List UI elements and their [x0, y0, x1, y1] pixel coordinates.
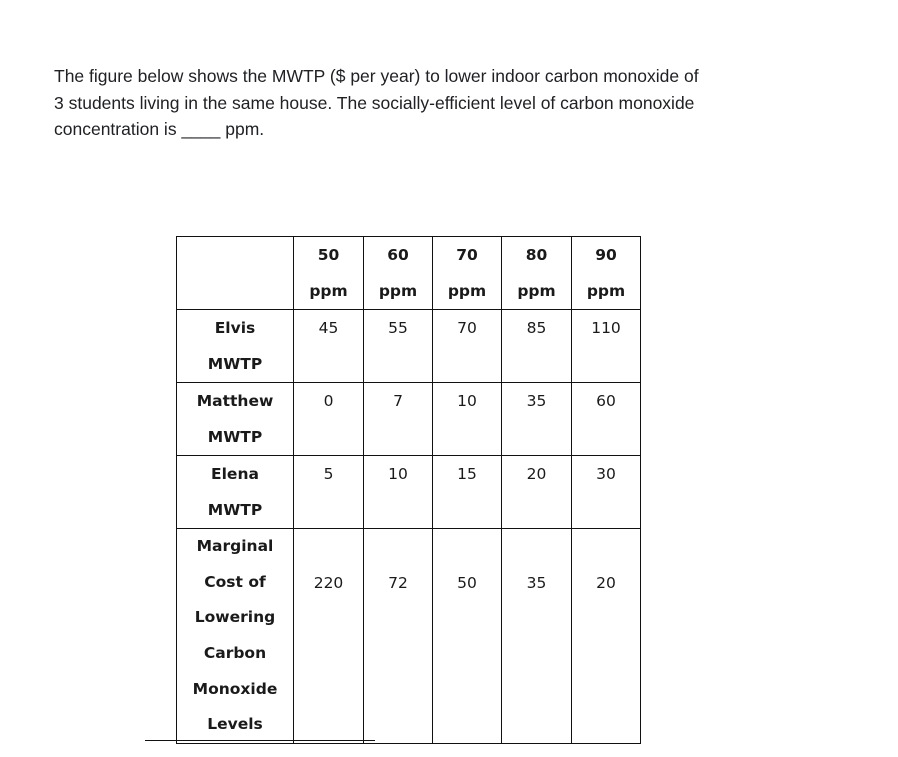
header-unit: ppm	[586, 282, 626, 300]
table-cell	[294, 383, 364, 456]
cell-value: 0	[323, 392, 334, 410]
table-cell	[433, 456, 502, 529]
header-value: 60	[387, 246, 409, 264]
table-row	[177, 310, 641, 383]
table-cell	[294, 529, 364, 744]
header-cell	[294, 237, 364, 310]
table-row	[177, 529, 641, 744]
table-cell	[572, 456, 641, 529]
table-cell	[433, 383, 502, 456]
cell-value: 35	[526, 392, 547, 410]
table-cell	[364, 383, 433, 456]
question-line-1: The figure below shows the MWTP ($ per year) to lower indoor carbon monoxide of	[54, 66, 699, 86]
row-label-marginal-cost	[177, 529, 294, 744]
cell-value: 15	[457, 465, 477, 483]
header-value: 90	[595, 246, 617, 264]
cell-value: 20	[596, 574, 616, 592]
cell-value: 50	[457, 574, 477, 592]
row-label-line: MWTP	[207, 501, 263, 519]
header-unit: ppm	[447, 282, 487, 300]
question-text	[54, 63, 854, 143]
table-cell	[364, 529, 433, 744]
row-label-line: Elena	[211, 465, 259, 483]
cell-value: 10	[388, 465, 408, 483]
row-label-line: MWTP	[207, 428, 263, 446]
header-cell	[572, 237, 641, 310]
cell-value: 30	[596, 465, 616, 483]
table-cell	[294, 456, 364, 529]
header-unit: ppm	[309, 282, 348, 300]
table-cell	[433, 529, 502, 744]
header-value: 50	[317, 246, 340, 264]
table-cell	[572, 383, 641, 456]
header-cell	[433, 237, 502, 310]
cell-value: 45	[318, 319, 339, 337]
header-value: 70	[456, 246, 478, 264]
table-row	[177, 383, 641, 456]
row-label-line: Marginal	[196, 537, 274, 556]
table-cell	[502, 310, 572, 383]
header-value: 80	[525, 246, 548, 264]
row-label-line: MWTP	[207, 355, 263, 373]
table-row	[177, 456, 641, 529]
cell-value: 110	[591, 319, 621, 337]
header-cell	[364, 237, 433, 310]
table-header-row	[177, 237, 641, 310]
question-line-3	[54, 116, 854, 143]
row-label-line: Elvis	[214, 319, 256, 337]
table-cell	[364, 456, 433, 529]
row-label-line: Matthew	[196, 392, 274, 410]
cell-value: 10	[457, 392, 477, 410]
row-label-elvis	[177, 310, 294, 383]
mwtp-table	[176, 236, 641, 744]
row-label-line: Monoxide	[192, 679, 278, 698]
table-cell	[572, 529, 641, 744]
cell-value: 55	[388, 319, 408, 337]
row-label-line: Carbon	[203, 644, 267, 662]
cell-value: 5	[323, 465, 334, 483]
table-cell	[502, 529, 572, 744]
row-label-elena	[177, 456, 294, 529]
header-unit: ppm	[517, 282, 556, 300]
row-label-matthew	[177, 383, 294, 456]
table-cell	[294, 310, 364, 383]
table-cell	[572, 310, 641, 383]
answer-blank: ____	[181, 119, 221, 139]
header-empty-cell	[177, 237, 294, 310]
table-cell	[502, 383, 572, 456]
question-line-2: 3 students living in the same house. The socially-efficient level of carbon monoxide	[54, 92, 695, 113]
question-line-3-suffix: ppm.	[225, 119, 265, 139]
cell-value: 85	[526, 319, 547, 337]
header-cell	[502, 237, 572, 310]
table-cell	[364, 310, 433, 383]
cell-value: 35	[526, 574, 547, 592]
row-label-line: Levels	[207, 715, 263, 734]
header-unit: ppm	[378, 282, 418, 300]
cell-value: 7	[393, 392, 403, 410]
bottom-rule	[145, 740, 375, 741]
row-label-line: Lowering	[194, 608, 276, 627]
table-cell	[433, 310, 502, 383]
row-label-line: Cost of	[204, 572, 266, 591]
cell-value: 220	[313, 574, 344, 592]
cell-value: 72	[388, 574, 408, 592]
cell-value: 20	[526, 465, 547, 483]
cell-value: 70	[457, 319, 477, 337]
cell-value: 60	[596, 392, 616, 410]
table-cell	[502, 456, 572, 529]
question-line-3-prefix: concentration is	[54, 119, 177, 139]
